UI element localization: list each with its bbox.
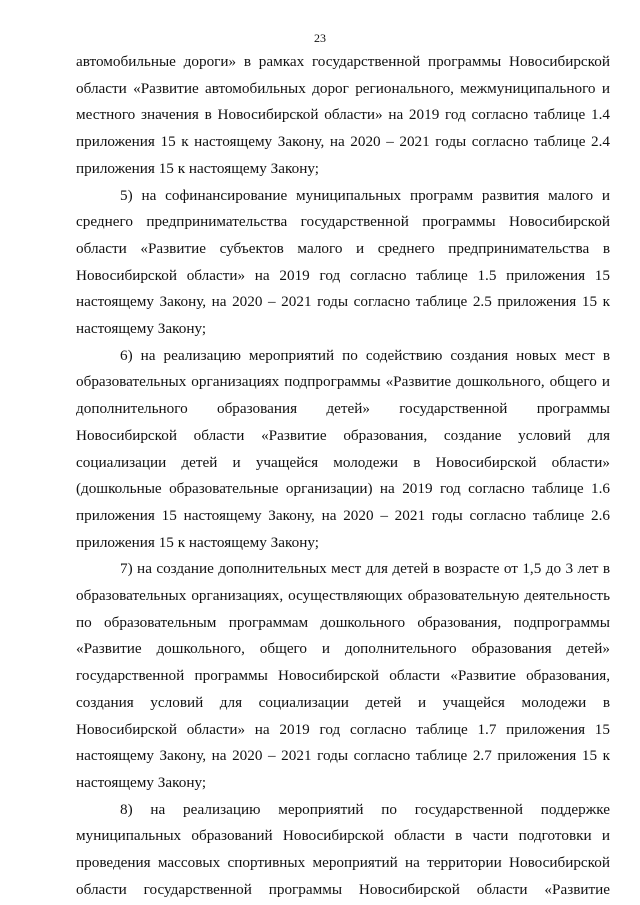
paragraph-item-8: 8) на реализацию мероприятий по государственной поддержке муниципальных образований Новосибирской области в части подготовки и проведения массовых спортивных мероприятий на территории Новосибирской области государственной программы Новосибирской области «Развитие [76, 800, 610, 898]
paragraph-item-7: 7) на создание дополнительных мест для детей в возрасте от 1,5 до 3 лет в образовательных организациях, осуществляющих образовательную деятельность по образовательным программам дошкольного образования, подпрограммы «Развитие дошкольного, общего и дополнительного образования детей» государственной программы Новосибирской области «Развитие образования, создания условий для социализации детей и учащейся молодежи в Новосибирской области» на 2019 год согласно таблице 1.7 приложения 15 настоящему Закону, на 2020 – 2021 годы согласно таблице 2.7 приложения 15 к настоящему Закону; [76, 560, 610, 791]
paragraph-item-5: 5) на софинансирование муниципальных программ развития малого и среднего предпринимательства государственной программы Новосибирской области «Развитие субъектов малого и среднего предпринимательства в Новосибирской области» на 2019 год согласно таблице 1.5 приложения 15 настоящему Закону, на 2020 – 2021 годы согласно таблице 2.5 приложения 15 к настоящему Закону; [76, 186, 610, 338]
document-body [76, 49, 610, 904]
page-number: 23 [314, 31, 326, 45]
paragraph-item-6: 6) на реализацию мероприятий по содействию создания новых мест в образовательных организациях подпрограммы «Развитие дошкольного, общего и дополнительного образования детей» государственной программы Новосибирской области «Развитие образования, создание условий для социализации детей и учащейся молодежи в Новосибирской области» (дошкольные образовательные организации) на 2019 год согласно таблице 1.6 приложения 15 настоящему Закону, на 2020 – 2021 годы согласно таблице 2.6 приложения 15 к настоящему Закону; [76, 346, 610, 551]
paragraph-item-4-continuation: автомобильные дороги» в рамках государственной программы Новосибирской области «Развитие автомобильных дорог регионального, межмуниципального и местного значения в Новосибирской области» на 2019 год согласно таблице 1.4 приложения 15 к настоящему Закону, на 2020 – 2021 годы согласно таблице 2.4 приложения 15 к настоящему Закону; [76, 53, 610, 177]
